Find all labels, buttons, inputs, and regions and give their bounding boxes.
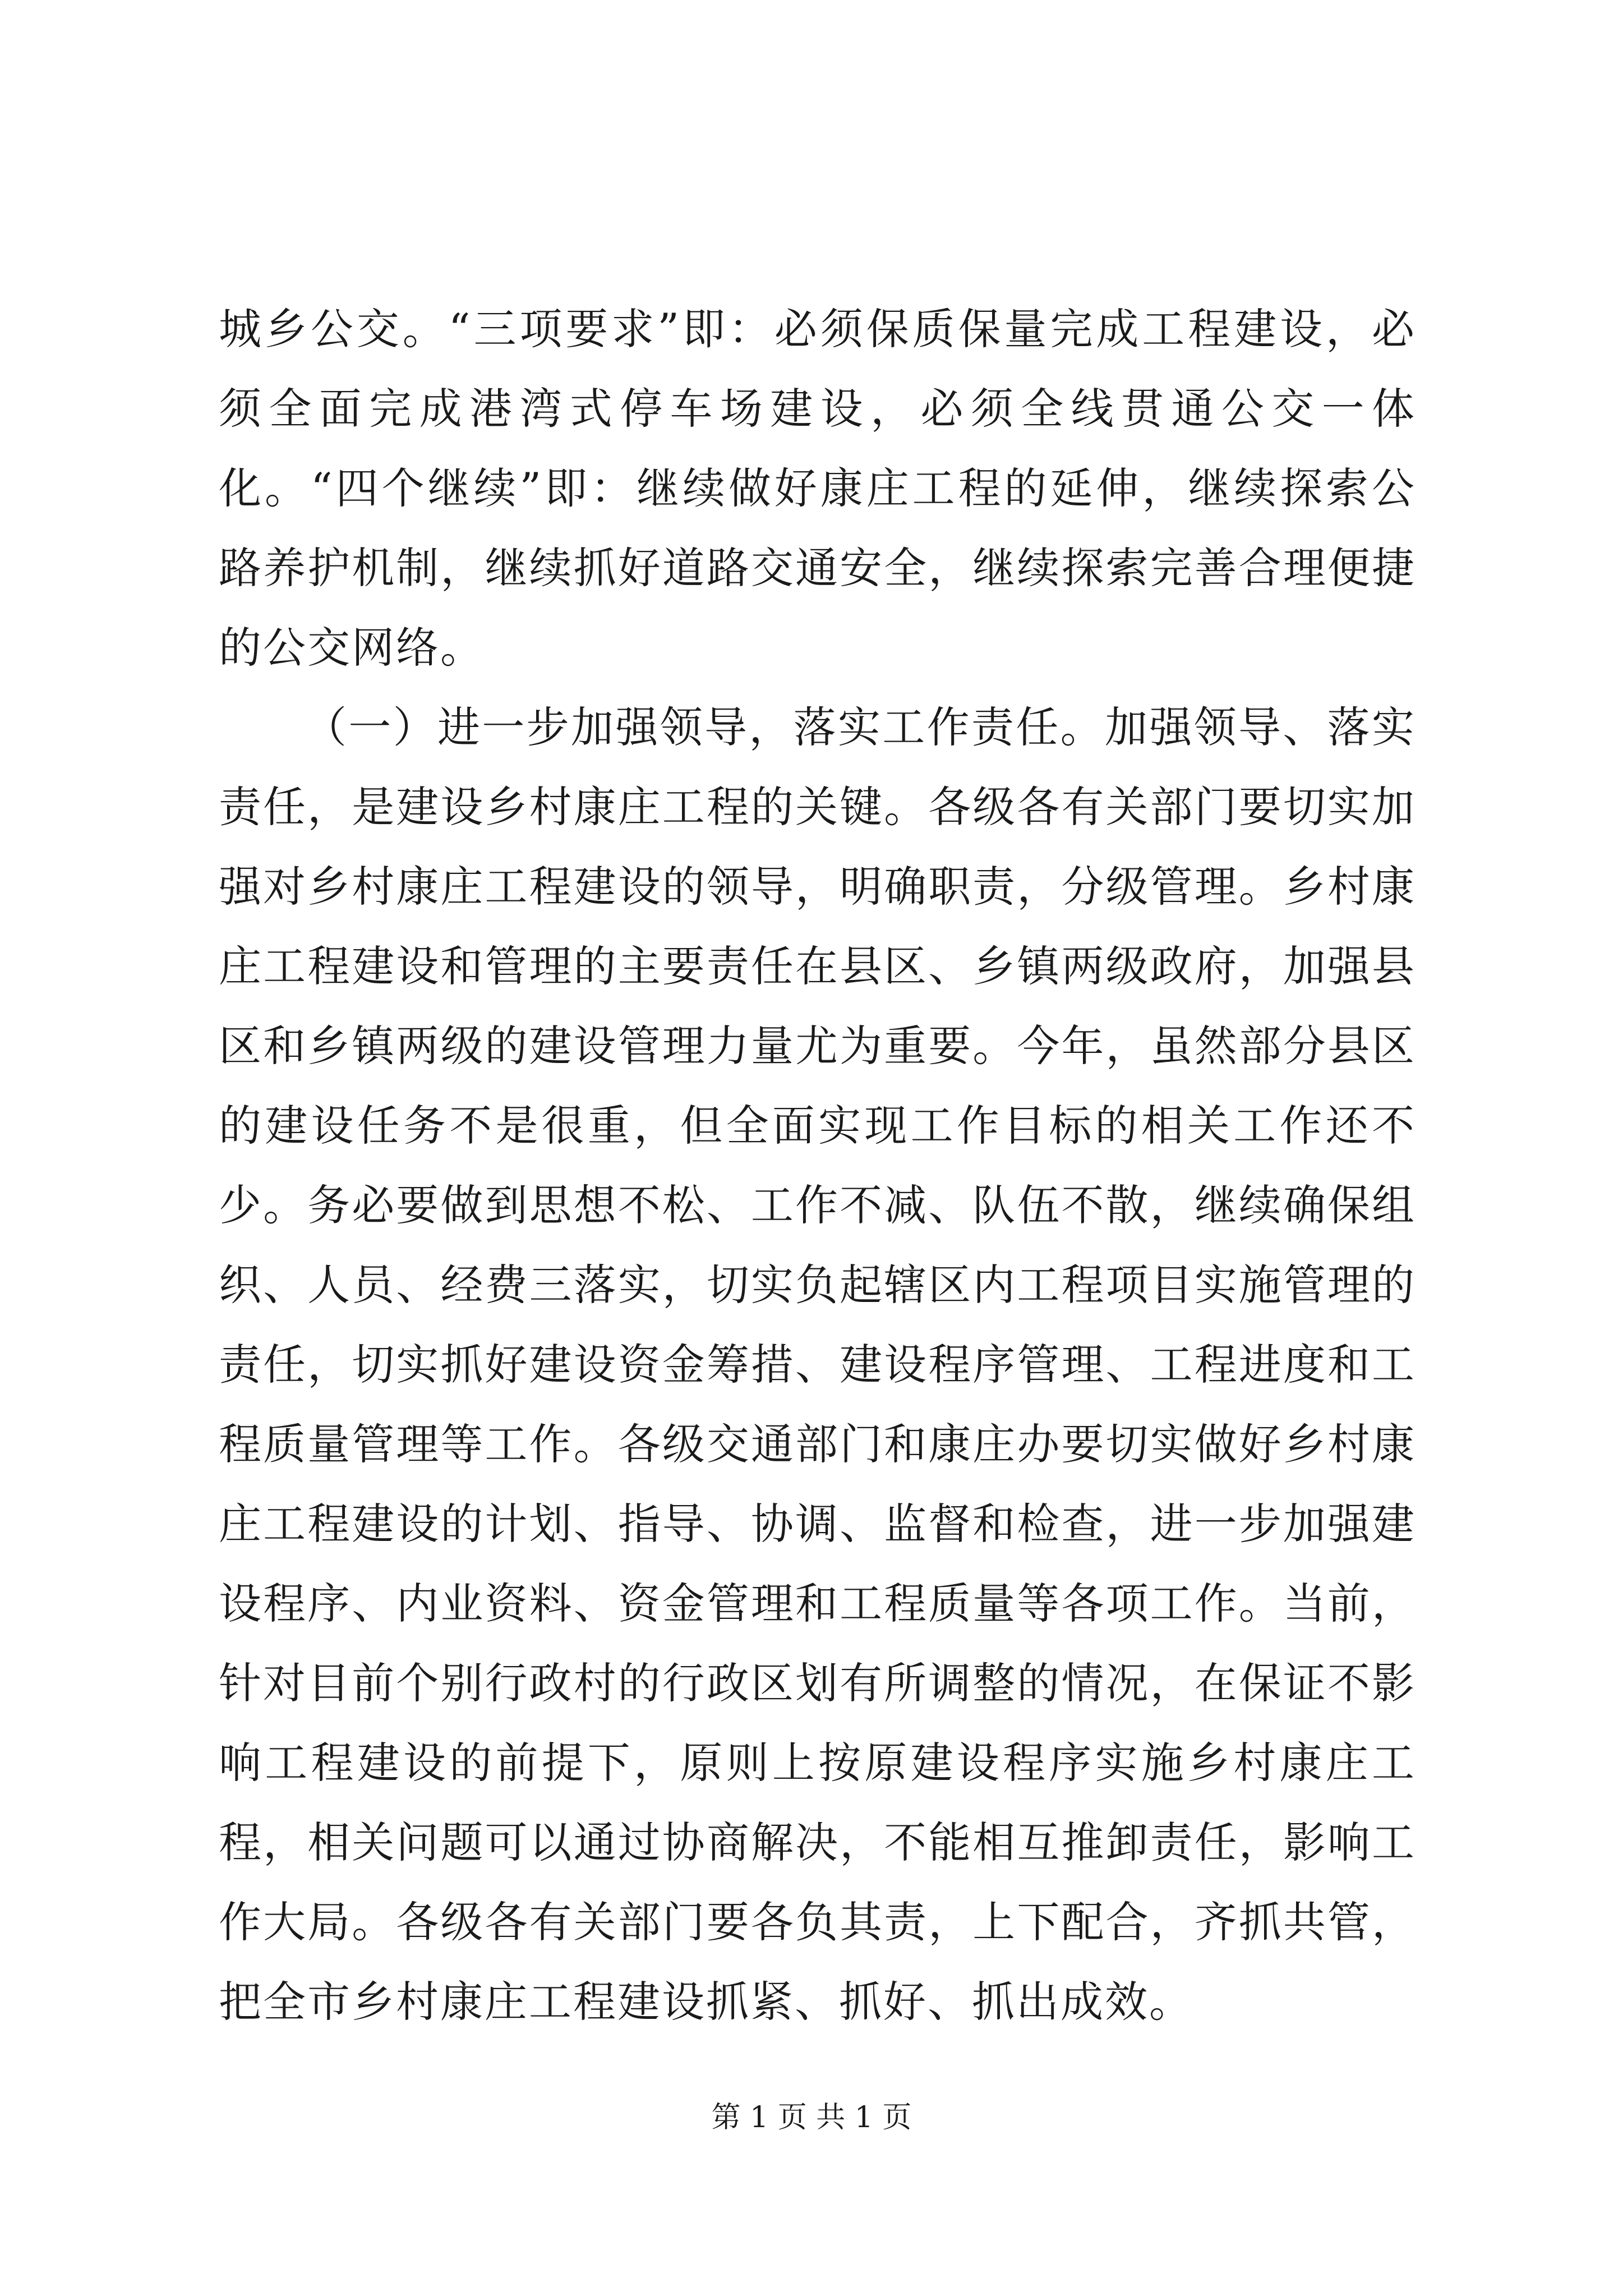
paragraph-continuation: 城乡公交。“三项要求”即：必须保质保量完成工程建设，必须全面完成港湾式停车场建设，必须全线贯通公交一体化。“四个继续”即：继续做好康庄工程的延伸，继续探索公路养护机制，继续抓好道路交通安全，继续探索完善合理便捷的公交网络。: [219, 304, 1416, 673]
paragraph-section-one: （一）进一步加强领导，落实工作责任。加强领导、落实责任，是建设乡村康庄工程的关键。各级各有关部门要切实加强对乡村康庄工程建设的领导，明确职责，分级管理。乡村康庄工程建设和管理的主要责任在县区、乡镇两级政府，加强县区和乡镇两级的建设管理力量尤为重要。今年，虽然部分县区的建设任务不是很重，但全面实现工作目标的相关工作还不少。务必要做到思想不松、工作不减、队伍不散，继续确保组织、人员、经费三落实，切实负起辖区内工程项目实施管理的责任，切实抓好建设资金筹措、建设程序管理、工程进度和工程质量管理等工作。各级交通部门和康庄办要切实做好乡村康庄工程建设的计划、指导、协调、监督和检查，进一步加强建设程序、内业资料、资金管理和工程质量等各项工作。当前，针对目前个别行政村的行政区划有所调整的情况，在保证不影响工程建设的前提下，原则上按原建设程序实施乡村康庄工程，相关问题可以通过协商解决，不能相互推卸责任，影响工作大局。各级各有关部门要各负其责，上下配合，齐抓共管，把全市乡村康庄工程建设抓紧、抓好、抓出成效。: [219, 702, 1416, 2027]
page-footer: 第 1 页 共 1 页: [711, 2101, 912, 2134]
document-body: [219, 289, 1416, 2042]
